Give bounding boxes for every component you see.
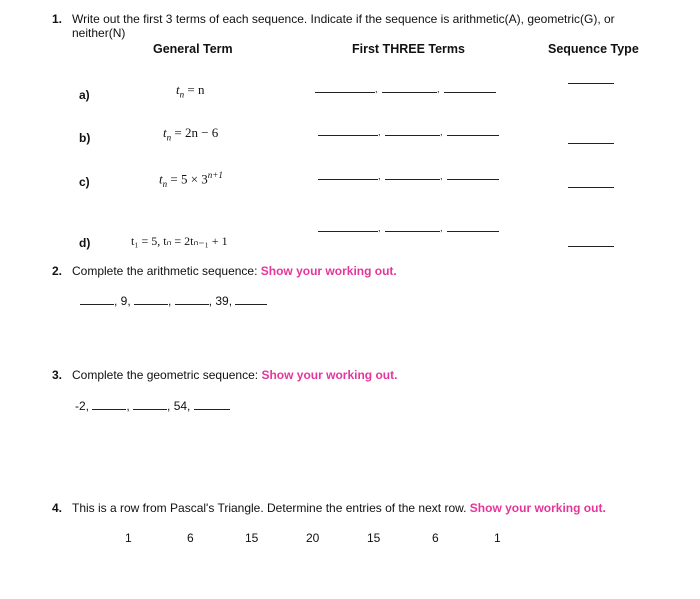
question-2-text [72,264,397,278]
comma: , [378,171,381,181]
question-3-emphasis: Show your working out. [261,368,398,382]
term-subscript: n [179,89,185,100]
pascal-entry: 6 [432,531,439,545]
term-subscript: n [166,132,172,143]
arithmetic-blank-2[interactable] [134,294,168,305]
question-2-number: 2. [52,264,63,278]
arithmetic-blank-4[interactable] [235,294,267,305]
question-1-number: 1. [52,12,63,26]
question-1-text: Write out the first 3 terms of each sequence. Indicate if the sequence is arithmetic(A), geometric(G), or [72,12,615,26]
answer-blank-d-1[interactable] [318,231,378,232]
arithmetic-sequence-row: , 9, , , 39, [80,294,267,308]
term-subscript: n [162,178,168,189]
arithmetic-blank-3[interactable] [175,294,209,305]
answer-blank-c-3[interactable] [447,179,499,180]
question-1-text-continued: neither(N) [72,26,126,40]
geometric-term-54: 54, [173,399,191,413]
answer-blank-d-2[interactable] [385,231,440,232]
answer-blank-c-1[interactable] [318,179,378,180]
sequence-type-blank-a[interactable] [568,83,614,84]
geometric-blank-2[interactable] [133,399,167,410]
term-formula: = n [184,82,205,97]
answer-blank-a-2[interactable] [382,92,437,93]
term-symbol: t [176,82,180,97]
question-2-prompt: Complete the arithmetic sequence: [72,264,261,278]
question-4-emphasis: Show your working out. [469,501,606,515]
term-symbol: t [159,171,163,187]
sequence-type-blank-d[interactable] [568,246,614,247]
pascal-entry: 15 [245,531,259,545]
item-b-general-term [163,125,218,143]
answer-blank-c-2[interactable] [385,179,440,180]
pascal-entry: 20 [306,531,320,545]
comma: , [378,127,381,137]
question-3-prompt: Complete the geometric sequence: [72,368,262,382]
arithmetic-blank-1[interactable] [80,294,114,305]
comma: , [375,84,378,94]
header-general-term: General Term [153,42,233,56]
question-4-text [72,501,606,515]
term-symbol: t [163,125,167,140]
comma: , [437,84,440,94]
term-formula: = 5 × 3 [167,171,208,187]
question-3-text [72,368,397,382]
header-first-three-terms: First THREE Terms [352,42,465,56]
arithmetic-term-39: 39, [215,294,233,308]
sequence-type-blank-b[interactable] [568,143,614,144]
sequence-type-blank-c[interactable] [568,187,614,188]
term-formula: = 2n − 6 [171,125,219,140]
answer-blank-b-2[interactable] [385,135,440,136]
question-3-number: 3. [52,368,63,382]
pascal-entry: 6 [187,531,194,545]
comma: , [378,223,381,233]
term-exponent: n+1 [207,170,223,180]
answer-blank-d-3[interactable] [447,231,499,232]
pascal-entry: 1 [125,531,132,545]
comma: , [440,223,443,233]
item-c-label: c) [79,175,90,189]
item-a-label: a) [79,88,90,102]
answer-blank-b-3[interactable] [447,135,499,136]
question-4-prompt: This is a row from Pascal's Triangle. Determine the entries of the next row. [72,501,470,515]
geometric-term-minus-2: -2, [75,399,90,413]
item-d-label: d) [79,236,91,250]
answer-blank-b-1[interactable] [318,135,378,136]
item-b-label: b) [79,131,91,145]
comma: , [440,171,443,181]
geometric-blank-1[interactable] [92,399,126,410]
comma: , [440,127,443,137]
geometric-sequence-row: -2, , , 54, [75,399,230,413]
item-a-general-term [176,82,204,100]
pascal-entry: 1 [494,531,501,545]
question-4-number: 4. [52,501,63,515]
arithmetic-term-9: 9, [120,294,131,308]
question-2-emphasis: Show your working out. [260,264,397,278]
item-d-general-term: t₁ = 5, tₙ = 2tₙ₋₁ + 1 [131,234,228,248]
header-sequence-type: Sequence Type [548,42,639,56]
answer-blank-a-3[interactable] [444,92,496,93]
pascal-entry: 15 [367,531,381,545]
answer-blank-a-1[interactable] [315,92,375,93]
item-c-general-term [159,170,223,189]
geometric-blank-3[interactable] [194,399,230,410]
